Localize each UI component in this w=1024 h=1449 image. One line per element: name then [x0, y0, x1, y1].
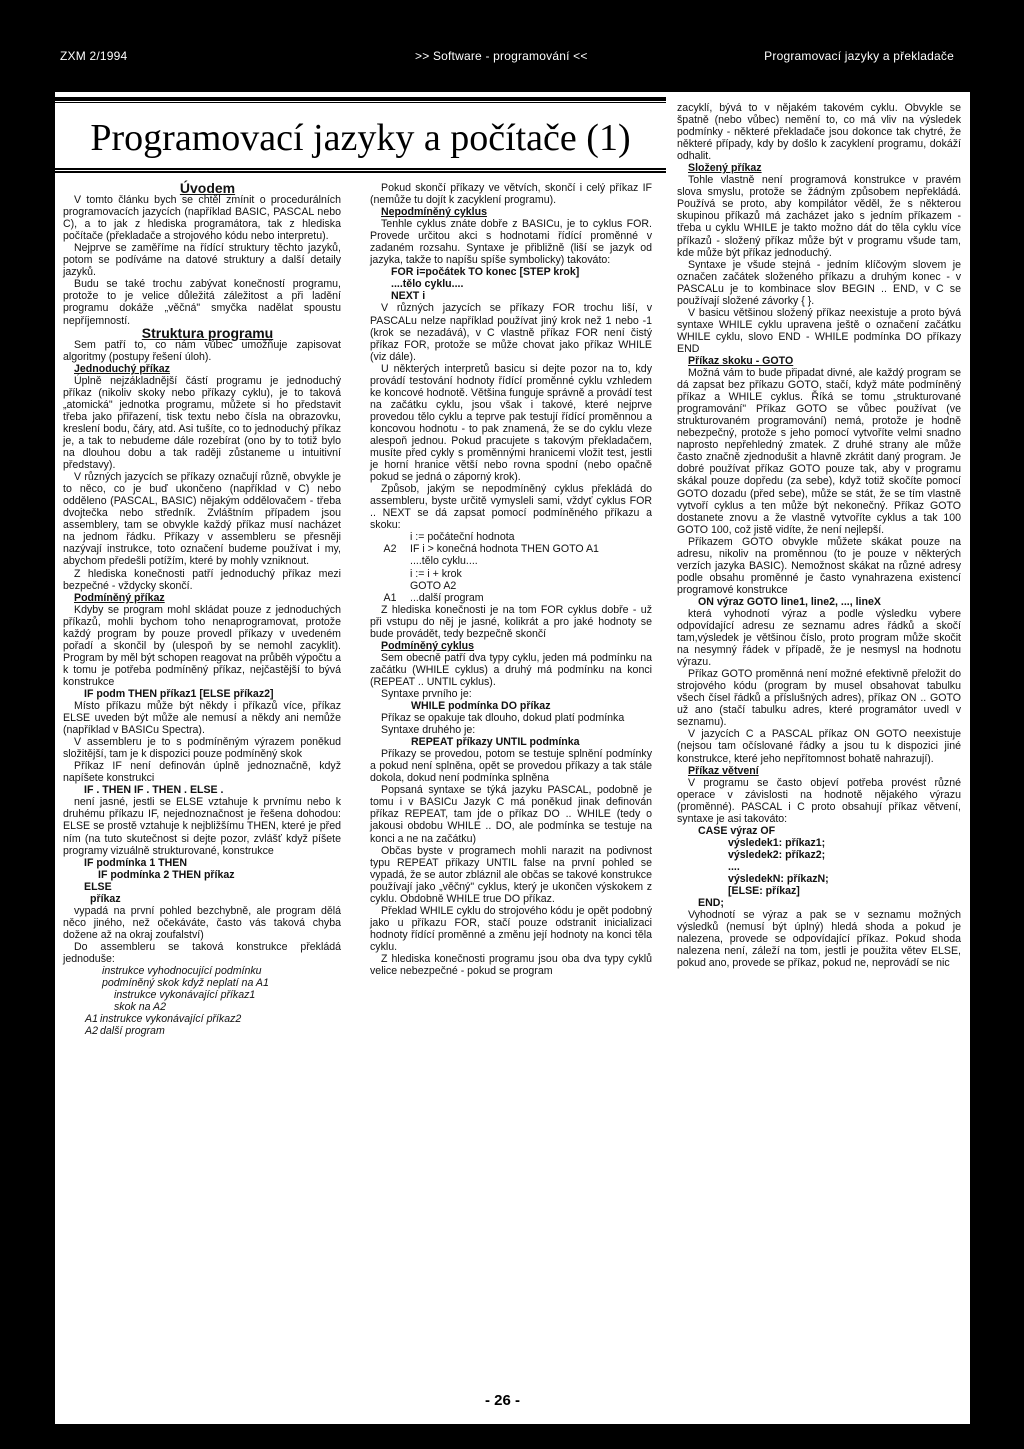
title-rule-top-thin: [55, 102, 666, 103]
title-rule-bottom-thin: [55, 171, 666, 173]
code-line: GOTO A2: [410, 579, 457, 592]
code-line: IF podmínka 1 THEN: [84, 856, 188, 869]
code-line: IF podm THEN příkaz1 [ELSE příkaz2]: [84, 687, 274, 700]
paragraph: Popsaná syntaxe se týká jazyku PASCAL, podobně je tomu i v BASICu Jazyk C má poněkud jinak definován příkaz REPEAT, tam jde o příkaz DO .. WHILE (tedy o jakousi obdobu WHILE .. DO, ale podmínka se testuje na konci a ne na začátku): [370, 784, 652, 845]
asm-line: instrukce vykonávající příkaz1: [114, 989, 256, 1002]
asm-text: další program: [100, 1025, 165, 1038]
asm-text: instrukce vykonávající příkaz2: [100, 1013, 242, 1026]
heading-jednoduchy: Jednoduchý příkaz: [74, 362, 170, 375]
paragraph: Syntaxe prvního je:: [381, 687, 472, 700]
code-line: END;: [698, 897, 724, 910]
asm-label: A1: [85, 1013, 98, 1026]
column-3: [677, 102, 961, 969]
code-line: ....tělo cyklu....: [410, 555, 478, 568]
paragraph: Sem obecně patří dva typy cyklu, jeden má podmínku na začátku (WHILE cyklus) a druhý má podmínku na konci (REPEAT .. UNTIL cyklus).: [370, 651, 652, 688]
heading-podmineny-cyklus: Podmíněný cyklus: [381, 639, 475, 652]
code-line: WHILE podmínka DO příkaz: [411, 700, 551, 713]
asm-line: skok na A2: [114, 1001, 167, 1014]
heading-podmineny: Podmíněný příkaz: [74, 591, 165, 604]
paragraph: není jasné, jestli se ELSE vztahuje k prvnímu nebo k druhému příkazu IF, nejednoznačnost je řešena dohodou: ELSE se prostě vztahuje k nejbližšímu THEN, které je před ním (na tuto skutečnost si dejte pozor, zvlášť když píšete programy vizuálně strukturované, konstrukce: [63, 796, 341, 857]
paragraph: Z hlediska konečnosti patří jednoduchý příkaz mezi bezpečné - vždycky skončí.: [63, 567, 341, 592]
paragraph: Příkaz se opakuje tak dlouho, dokud platí podmínka: [381, 712, 625, 725]
code-line: i := počáteční hodnota: [410, 531, 515, 544]
paragraph: Do assembleru se taková konstrukce překládá jednoduše:: [63, 940, 341, 965]
code-line: i := i + krok: [410, 567, 462, 580]
code-line: FOR i=počátek TO konec [STEP krok]: [391, 266, 580, 279]
paragraph: Tenhle cyklus znáte dobře z BASICu, je to cyklus FOR. Provede určitou akci s hodnotami řídící proměnné v zadaném rozsahu. Syntaxe je přibližně (liší se jazyk od jazyka, takže to napíšu spíše symbolicky) takováto:: [370, 218, 652, 267]
paragraph: Občas byste v programech mohli narazit na podivnost typu REPEAT příkazy UNTIL false na první pohled se vypadá, že se autor zbláznil ale občas se takové konstrukce používají jako „věčný" cyklus, který je ukončen výskokem z cyklu. Obdobně WHILE true DO příkaz.: [370, 844, 652, 905]
heading-skok: Příkaz skoku - GOTO: [688, 354, 794, 367]
paragraph: Syntaxe druhého je:: [381, 724, 476, 737]
code-line: výsledek1: příkaz1;: [728, 836, 826, 849]
paragraph: Tohle vlastně není programová konstrukce v pravém slova smyslu, protože se žádným způsobem nepřekládá. Používá se proto, aby kompilátor věděl, že s některou skupinou příkazů má zacházet jako s jedním příkazem - třeba u cyklu WHILE je takto možno dát do těla cyklu více příkazů - složený příkaz může být v programu všude tam, kde může být příkaz jednoduchý.: [677, 174, 961, 259]
paragraph: Úplně nejzákladnější částí programu je jednoduchý příkaz (nikoliv skoky nebo příkazy cyklu), je to taková „atomická" jednotka programu, můžete si ho představit třeba jako přiřazení, tisk textu nebo čísla na obrazovku, kreslení bodu, čáry, atd. Asi tušíte, co to jednoduchý příkaz je, a tak to nebudeme dále rozebírat (ono by to totiž bylo na dlouhou dobu a tak raději zůstaneme u intuitivní představy).: [63, 374, 341, 472]
code-line: [370, 592, 652, 604]
paragraph: Z hlediska konečnosti je na tom FOR cyklus dobře - už při vstupu do něj je jasné, kolikrát a pro jaké hodnoty se bude provádět, tedy bezpečně skončí: [370, 603, 652, 640]
code-label: A2: [383, 543, 397, 556]
heading-vetveni: Příkaz větvení: [688, 764, 759, 777]
title-rule-bottom: [55, 168, 666, 170]
paragraph: Nejprve se zaměříme na řídící struktury těchto jazyků, potom se podíváme na datové struktury a další detaily jazyků.: [63, 242, 341, 279]
asm-label: A2: [85, 1025, 98, 1038]
code-text: ...další program: [410, 591, 484, 604]
article-page: [55, 92, 970, 1424]
asm-line: [63, 1013, 341, 1025]
paragraph: V basicu většinou složený příkaz neexistuje a proto bývá syntaxe WHILE cyklu upravena ještě o označení začátku WHILE cyklu, slovo END - WHILE podmínka DO příkazy END: [677, 306, 961, 355]
paragraph: Příkazem GOTO obvykle můžete skákat pouze na adresu, nikoliv na proměnnou (to je pouze v některých verzích jazyka BASIC). Nemožnost skákat na různé adresy podle obsahu proměnné je často vynahrazena existencí programové konstrukce: [677, 535, 961, 596]
paragraph: zacyklí, bývá to v nějakém takovém cyklu. Obvykle se špatně (nebo vůbec) nemění to, co má vliv na výsledek podmínky - některé překladače jsou dokonce tak chytré, že některé případy, kdy by došlo k zacyklení programu, dokáží odhalit.: [677, 102, 961, 163]
code-line: ELSE: [84, 880, 112, 893]
paragraph: V jazycích C a PASCAL příkaz ON GOTO neexistuje (nejsou tam očíslované řádky a jsou tu k dispozici jiné konstrukce, které jeho nepřítomnost bohatě nahrazují).: [677, 728, 961, 765]
heading-struktura: Struktura programu: [141, 324, 274, 341]
page-header: [0, 0, 1024, 90]
column-2: [370, 182, 652, 977]
code-line: příkaz: [90, 892, 121, 905]
article-title: Programovací jazyky a počítače (1): [90, 117, 631, 159]
magazine-issue: ZXM 2/1994: [60, 49, 128, 63]
code-line: IF . THEN IF . THEN . ELSE .: [84, 784, 224, 797]
paragraph: Příkaz GOTO proměnná není možné efektivně přeložit do strojového kódu (program by musel obsahovat tabulku všech čísel řádků a příslušných adres), příkaz ON .. GOTO už ano (stačí tabulku adres, které programátor uvedl v seznamu).: [677, 668, 961, 729]
column-1: [63, 182, 341, 1037]
heading-uvod: Úvodem: [179, 180, 236, 196]
asm-line: [63, 1025, 341, 1037]
paragraph: Syntaxe je všude stejná - jedním klíčovým slovem je označen začátek složeného příkazu a druhým konec - v PASCALu je to kombinace slov BEGIN .. END, v C se používají složené závorky { }.: [677, 258, 961, 307]
code-line: výsledekN: příkazN;: [728, 873, 829, 885]
paragraph: V tomto článku bych se chtěl zmínit o procedurálních programovacích jazycích (například BASIC, PASCAL nebo C), a to jak z hlediska programátora, tak z hlediska počítače (překladače a strojového kódu nebo interpretu).: [63, 194, 341, 243]
paragraph: vypadá na první pohled bezchybně, ale program dělá něco jiného, než očekáváte, často vás taková chyba dožene až na okraj zoufalství): [63, 904, 341, 941]
code-line: NEXT i: [391, 290, 426, 303]
paragraph: V různých jazycích se příkazy FOR trochu liší, v PASCALu nelze například používat jiný krok než 1 nebo -1 (krok se nezadává), v C vlastně příkaz FOR není čistý příkaz FOR, protože se může chovat jako příkaz WHILE (viz dále).: [370, 302, 652, 363]
code-line: IF podmínka 2 THEN příkaz: [98, 868, 235, 881]
code-line: [ELSE: příkaz]: [728, 885, 800, 898]
paragraph: V assembleru je to s podmíněným výrazem poněkud složitější, tam je k dispozici pouze podmíněný skok: [63, 736, 341, 761]
code-label: A1: [383, 591, 397, 604]
paragraph: Překlad WHILE cyklu do strojového kódu je opět podobný jako u příkazu FOR, stačí pouze odstranit inicializaci hodnoty řídící proměnné a změnu její hodnoty na konci těla cyklu.: [370, 904, 652, 953]
code-line: REPEAT příkazy UNTIL podmínka: [411, 736, 580, 749]
code-line: ON výraz GOTO line1, line2, ..., lineX: [698, 595, 881, 608]
heading-nepodmineny: Nepodmíněný cyklus: [381, 206, 487, 219]
code-text: IF i > konečná hodnota THEN GOTO A1: [410, 543, 599, 556]
paragraph: Příkazy se provedou, potom se testuje splnění podmínky a pokud není splněna, opět se provedou příkazy a tak stále dokola, dokud není podmínka splněna: [370, 748, 652, 785]
paragraph: V programu se často objeví potřeba provést různé operace v závislosti na hodnotě nějakého výrazu (proměnné). PASCAL i C proto obsahují příkaz větvení, syntaxe je asi takováto:: [677, 776, 961, 825]
paragraph: která vyhodnotí výraz a podle výsledku vybere odpovídající adresu ze seznamu adres řádků a skočí tam,výsledek je většinou číslo, proto program může skočit na nesymný řádek v případě, že je nesmysl na hodnotu výrazu.: [677, 607, 961, 669]
asm-line: instrukce vyhodnocující podmínku: [102, 965, 262, 978]
paragraph: Budu se také trochu zabývat konečností programu, protože to je velice důležitá záležitost a při ladění programu dokáže „věčná" smyčka nadělat spoustu nepříjemností.: [63, 278, 341, 327]
code-line: ....: [728, 860, 740, 873]
section-label: >> Software - programování <<: [415, 49, 588, 63]
paragraph: Z hlediska konečnosti programu jsou oba dva typy cyklů velice nebezpečné - pokud se program: [370, 953, 652, 978]
paragraph: Možná vám to bude připadat divné, ale každý program se dá zapsat bez příkazu GOTO, stačí, když máte podmíněný příkaz a WHILE cyklus. Říká se tomu „strukturované programování" Příkaz GOTO se vůbec používat (ve strukturovaném programování) nemá, protože je hodně nebezpečný, protože s jeho pomocí vytvoříte velmi snadno naprosto nepřehledný zmatek. Z druhé strany ale může často značně zjednodušit a hlavně zkrátit daný program. Je dobré používat příkaz GOTO pouze tak, aby v programu skákal pouze dopředu (za sebe), když totiž skočíte pomocí GOTO dozadu (před sebe), může se stát, že se tím vlastně vytvoří cyklus a ten může být nekonečný. Příkaz GOTO dostanete znovu a že vlastně vytvoříte cyklus a tak 100 GOTO 100, což jistě vidíte, že není nejlepší.: [677, 367, 961, 536]
code-line: [370, 543, 652, 555]
paragraph: Vyhodnotí se výraz a pak se v seznamu možných výsledků (nemusí být úplný) hledá shoda a pokud je nalezena, provede se odpovídající příkaz. Pokud shoda nalezena není, záleží na tom, jestli je použita větev ELSE, pokud ano, provede se příkaz, pokud ne, neprovádí se nic: [677, 909, 961, 970]
code-line: výsledek2: příkaz2;: [728, 848, 826, 861]
paragraph: Sem patří to, co nám vůbec umožňuje zapisovat algoritmy (postupy řešení úloh).: [63, 338, 341, 363]
paragraph: U některých interpretů basicu si dejte pozor na to, kdy provádí testování hodnoty řídící proměnné cyklu vzhledem ke koncové hodnotě. Většina funguje správně a provádí test na začátku cyklu, jsou však i takové, které nejprve provedou tělo cyklu a teprve pak testují řídící proměnnou a koncovou hodnotu - to pak znamená, že se do cyklu vleze alespoň jednou. Pokud pracujete s takovým překladačem, musíte před cykly s proměnnými hranicemi vložit test, jestli je horní hranice větší nebo rovna spodní (nebo opačně pokud se jedná o záporný krok).: [370, 362, 652, 484]
paragraph: Pokud skončí příkazy ve větvích, skončí i celý příkaz IF (nemůže tu dojít k zacyklení programu).: [370, 182, 652, 207]
paragraph: Místo příkazu může být někdy i příkazů více, příkaz ELSE uveden být může ale nemusí a někdy ani nemůže (například v BASICu Spectra).: [63, 700, 341, 737]
paragraph: Způsob, jakým se nepodmíněný cyklus překládá do assembleru, byste určitě vymysleli sami, vždyť cyklus FOR .. NEXT se dá zapsat pomocí podmíněného příkazu a skoku:: [370, 483, 652, 532]
page-number: - 26 -: [485, 1392, 521, 1409]
paragraph: Příkaz IF není definován úplně jednoznačně, když napíšete konstrukci: [63, 760, 341, 785]
code-line: CASE výraz OF: [698, 824, 776, 837]
code-line: ....tělo cyklu....: [391, 278, 464, 291]
paragraph: Kdyby se program mohl skládat pouze z jednoduchých příkazů, mohli bychom toho nenaprogramovat, protože každý program by pouze provedl příkazy v uvedeném pořadí a skončil by (ulespoň by se nemohl zacyklit). Program by měl být schopen reagovat na průběh výpočtu a k tomu je potřeba podmíněný příkaz, nejčastější to bývá konstrukce: [63, 603, 341, 688]
title-rule-top: [55, 97, 666, 101]
heading-slozeny: Složený příkaz: [688, 162, 762, 175]
running-title: Programovací jazyky a překladače: [764, 49, 954, 63]
asm-line: podmíněný skok když neplatí na A1: [102, 977, 269, 990]
paragraph: V různých jazycích se příkazy označují různě, obvykle je to něco, co je buď ukončeno (například v C) nebo odděleno (PASCAL, BASIC) nějakým oddělovačem - třeba dvojtečka nebo středník. Zvláštním případem jsou assemblery, tam se obvykle každý příkaz musí nacházet na jednom řádku. Příkazy v assembleru se přesněji nazývají instrukce, toto označení budeme používat i my, abychom předešli potížím, které by mohly vzniknout.: [63, 471, 341, 568]
